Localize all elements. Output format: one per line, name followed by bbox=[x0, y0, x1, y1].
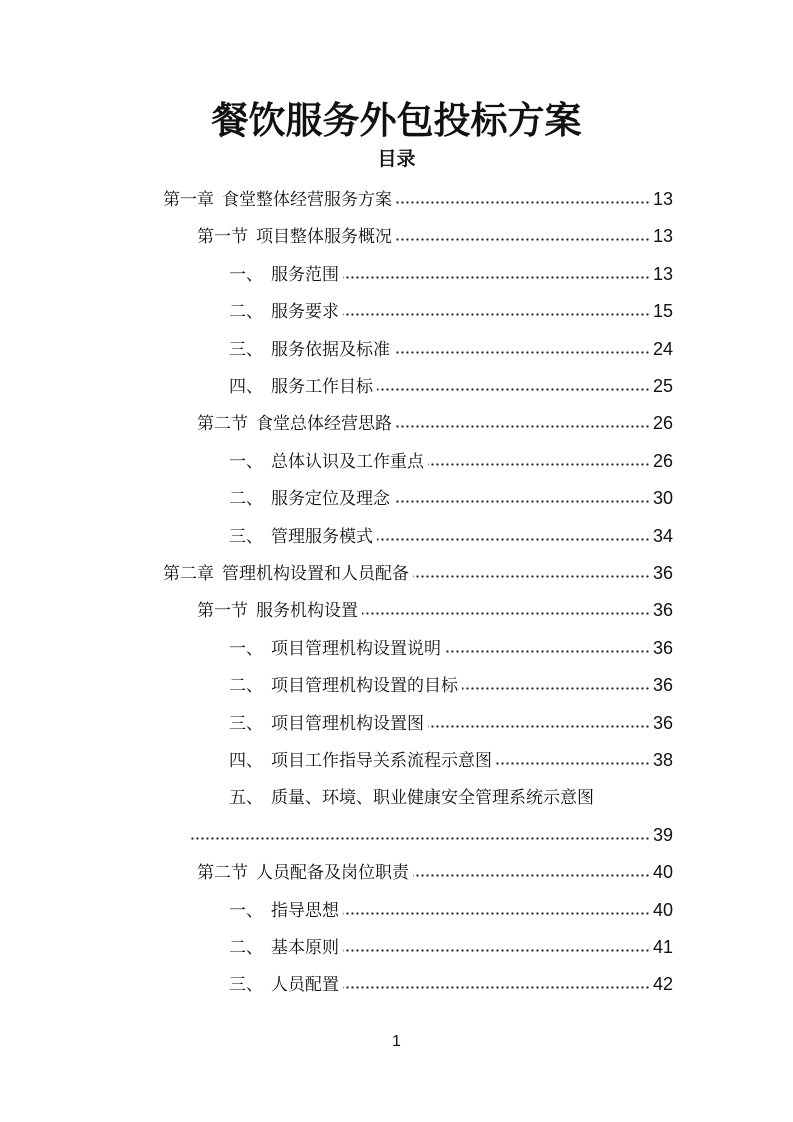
toc-entry-label bbox=[163, 559, 409, 584]
toc-entry-label bbox=[229, 260, 339, 285]
toc-entry-number: 四、 bbox=[229, 377, 263, 397]
toc-entry-label bbox=[229, 970, 339, 995]
toc-entry-text: 管理服务模式 bbox=[271, 526, 373, 547]
toc-entry-label bbox=[229, 671, 458, 696]
toc-entry[interactable] bbox=[229, 700, 673, 734]
toc-entry-number: 第一节 bbox=[197, 227, 248, 248]
toc-entry[interactable] bbox=[229, 961, 673, 995]
toc-entry-text: 质量、环境、职业健康安全管理系统示意图 bbox=[271, 788, 594, 809]
toc-entry-page: 30 bbox=[652, 488, 673, 509]
toc-entry[interactable] bbox=[197, 587, 673, 621]
dot-leader bbox=[496, 762, 650, 765]
toc-entry-text: 服务依据及标准 bbox=[271, 339, 390, 360]
toc-entry-text: 总体认识及工作重点 bbox=[271, 451, 424, 472]
toc-entry-number: 三、 bbox=[229, 526, 263, 547]
toc-entry-label bbox=[229, 746, 492, 771]
toc-entry-number: 三、 bbox=[229, 975, 263, 996]
toc-entry[interactable] bbox=[229, 924, 673, 958]
toc-entry-number: 第二节 bbox=[197, 414, 248, 435]
toc-entry-page: 38 bbox=[652, 750, 673, 770]
toc-entry-label bbox=[229, 297, 339, 322]
toc-entry-page: 36 bbox=[652, 712, 673, 733]
toc-entry-text: 项目整体服务概况 bbox=[256, 227, 392, 248]
toc-entry[interactable] bbox=[229, 513, 673, 547]
toc-entry-text: 项目管理机构设置说明 bbox=[271, 638, 441, 659]
toc-entry[interactable] bbox=[229, 625, 673, 659]
toc-entry[interactable] bbox=[197, 400, 673, 434]
toc-entry-label bbox=[229, 933, 339, 958]
dot-leader bbox=[428, 463, 650, 466]
toc-entry-text: 服务范围 bbox=[271, 264, 339, 285]
toc-entry-label bbox=[229, 896, 339, 921]
dot-leader bbox=[428, 725, 650, 728]
toc-entry[interactable] bbox=[197, 213, 673, 247]
toc-entry-page: 36 bbox=[652, 600, 673, 621]
dot-leader bbox=[343, 912, 650, 915]
toc-entry[interactable] bbox=[197, 849, 673, 883]
toc-entry-number: 第二节 bbox=[197, 863, 248, 884]
dot-leader bbox=[377, 388, 650, 391]
toc-entry-number: 第二章 bbox=[163, 564, 214, 584]
toc-entry-label bbox=[229, 783, 594, 808]
toc-entry-page: 39 bbox=[652, 824, 673, 845]
toc-entry-page: 40 bbox=[652, 899, 673, 920]
toc-entry-text: 管理机构设置和人员配备 bbox=[222, 564, 409, 584]
dot-leader bbox=[396, 201, 650, 204]
toc-entry-number: 二、 bbox=[229, 302, 263, 323]
dot-leader bbox=[191, 837, 650, 840]
toc-entry-page: 36 bbox=[652, 563, 673, 583]
toc-entry[interactable] bbox=[229, 662, 673, 696]
toc-entry-page: 34 bbox=[652, 525, 673, 546]
toc-entry[interactable] bbox=[229, 475, 673, 509]
dot-leader bbox=[343, 313, 650, 316]
dot-leader bbox=[396, 238, 650, 241]
dot-leader bbox=[413, 874, 650, 877]
toc-entry[interactable] bbox=[229, 326, 673, 360]
toc-entry-label bbox=[229, 335, 390, 360]
toc-entry-text: 项目管理机构设置图 bbox=[271, 713, 424, 734]
toc-entry-number: 二、 bbox=[229, 676, 263, 697]
toc-entry-number: 第一节 bbox=[197, 601, 248, 622]
toc-entry-page: 24 bbox=[652, 338, 673, 359]
toc-entry[interactable] bbox=[229, 288, 673, 322]
toc-entry[interactable] bbox=[229, 438, 673, 472]
toc-entry-text: 服务机构设置 bbox=[256, 601, 358, 622]
toc-entry[interactable] bbox=[229, 363, 673, 397]
dot-leader bbox=[462, 687, 650, 690]
dot-leader bbox=[343, 949, 650, 952]
toc-entry-page: 42 bbox=[652, 974, 673, 995]
toc-entry[interactable] bbox=[229, 887, 673, 921]
toc-entry-label bbox=[229, 447, 424, 472]
toc-entry-number: 四、 bbox=[229, 751, 263, 771]
toc-entry-number: 一、 bbox=[229, 264, 263, 285]
toc-entry-number: 五、 bbox=[229, 788, 263, 809]
toc-entry-page: 15 bbox=[652, 301, 673, 322]
toc-entry-text: 人员配置 bbox=[271, 975, 339, 996]
toc-entry-page: 26 bbox=[652, 413, 673, 434]
toc-entry[interactable] bbox=[163, 550, 673, 584]
toc-entry-page: 40 bbox=[652, 862, 673, 883]
toc-entry-page: 36 bbox=[652, 637, 673, 658]
dot-leader bbox=[362, 612, 650, 615]
toc-entry-text: 人员配备及岗位职责 bbox=[256, 863, 409, 884]
toc-entry-label bbox=[197, 409, 392, 434]
dot-leader bbox=[394, 351, 650, 354]
toc-entry[interactable] bbox=[229, 774, 673, 808]
toc-entry-label bbox=[197, 858, 409, 883]
toc-entry-label bbox=[163, 185, 392, 210]
toc-entry-page: 36 bbox=[652, 675, 673, 696]
dot-leader bbox=[445, 650, 650, 653]
toc-entry-page: 25 bbox=[652, 376, 673, 396]
toc-entry-label bbox=[197, 222, 392, 247]
toc-entry-page: 13 bbox=[652, 189, 673, 209]
toc-entry-page: 41 bbox=[652, 937, 673, 957]
toc-entry-number: 三、 bbox=[229, 713, 263, 734]
toc-entry[interactable] bbox=[229, 737, 673, 771]
document-title: 餐饮服务外包投标方案 bbox=[211, 99, 582, 142]
toc-entry-page: 13 bbox=[652, 263, 673, 284]
toc-entry-label bbox=[229, 634, 441, 659]
toc-entry-text: 食堂整体经营服务方案 bbox=[222, 190, 392, 210]
toc-entry-number: 二、 bbox=[229, 489, 263, 510]
dot-leader bbox=[377, 538, 650, 541]
toc-entry[interactable] bbox=[229, 251, 673, 285]
toc-entry-text: 指导思想 bbox=[271, 900, 339, 921]
toc-entry-number: 二、 bbox=[229, 938, 263, 958]
toc-entry-text: 基本原则 bbox=[271, 938, 339, 958]
toc-entry-number: 一、 bbox=[229, 900, 263, 921]
dot-leader bbox=[343, 276, 650, 279]
toc-entry-text: 服务工作目标 bbox=[271, 377, 373, 397]
toc-entry-page: 13 bbox=[652, 226, 673, 247]
toc-entry-label bbox=[229, 372, 373, 397]
toc-entry-text: 项目管理机构设置的目标 bbox=[271, 676, 458, 697]
toc-entry-page: 26 bbox=[652, 450, 673, 471]
toc-entry-number: 一、 bbox=[229, 451, 263, 472]
toc-entry-label bbox=[229, 709, 424, 734]
toc-heading: 目录 bbox=[377, 148, 416, 170]
dot-leader bbox=[396, 425, 650, 428]
toc-entry-continuation[interactable] bbox=[187, 812, 673, 846]
toc-entry-label bbox=[229, 484, 390, 509]
toc-entry[interactable] bbox=[163, 176, 673, 210]
toc-entry-number: 三、 bbox=[229, 339, 263, 360]
toc-entry-label bbox=[229, 522, 373, 547]
toc-entry-text: 项目工作指导关系流程示意图 bbox=[271, 751, 492, 771]
toc-entry-label bbox=[197, 596, 358, 621]
dot-leader bbox=[413, 575, 650, 578]
dot-leader bbox=[343, 986, 650, 989]
toc-entry-number: 一、 bbox=[229, 638, 263, 659]
toc-entry-text: 服务定位及理念 bbox=[271, 489, 390, 510]
toc-entry-number: 第一章 bbox=[163, 190, 214, 210]
dot-leader bbox=[394, 500, 650, 503]
toc-entry-text: 服务要求 bbox=[271, 302, 339, 323]
toc-entry-text: 食堂总体经营思路 bbox=[256, 414, 392, 435]
page-number: 1 bbox=[392, 1033, 401, 1050]
